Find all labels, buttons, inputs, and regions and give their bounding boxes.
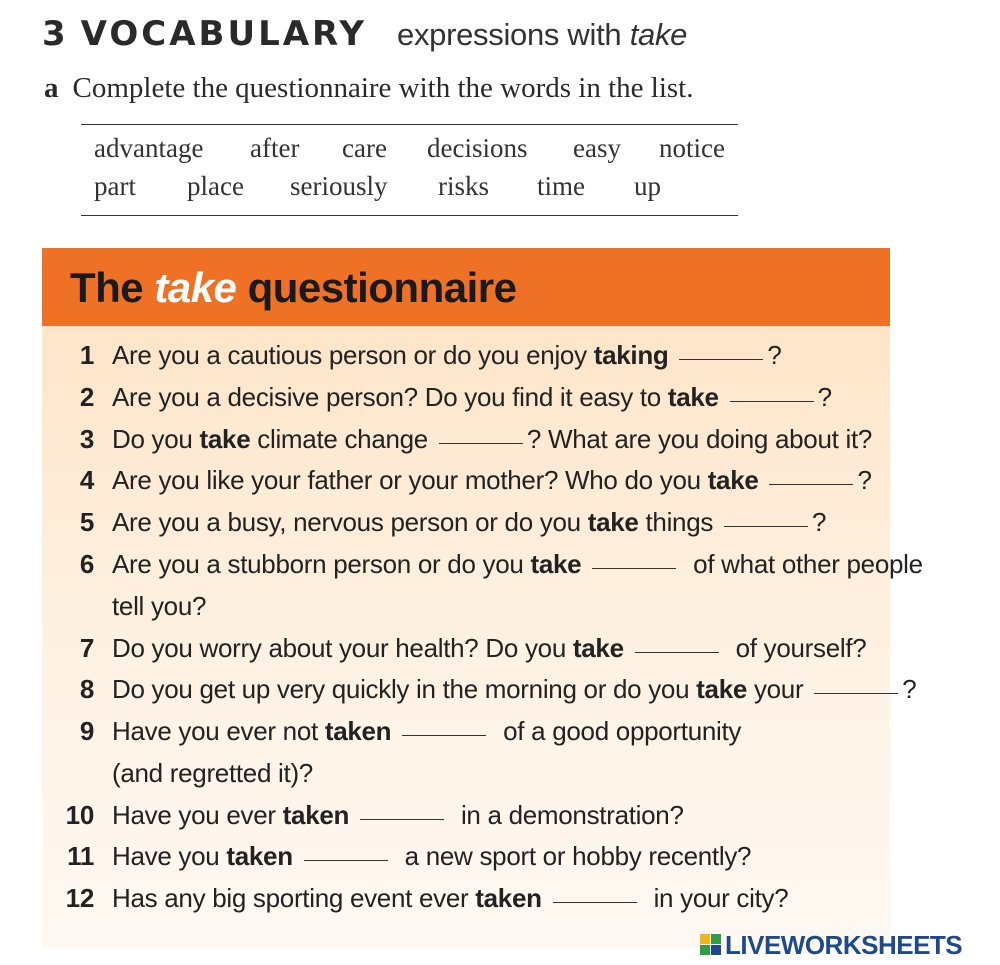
word-item: easy (573, 133, 621, 163)
question-text-part: a new sport or hobby recently? (397, 841, 752, 871)
question-text-part: of a good opportunity (496, 716, 742, 746)
question-text (112, 382, 832, 413)
word-list-box (81, 124, 738, 216)
question-text-part: things (638, 507, 714, 537)
take-keyword: take (696, 674, 748, 704)
liveworksheets-logo (700, 930, 962, 960)
take-keyword: take (199, 424, 251, 454)
answer-blank[interactable] (402, 734, 486, 736)
question-text-part: Have you ever (112, 800, 283, 830)
question-text-part: (and regretted it)? (112, 758, 313, 788)
answer-blank[interactable] (304, 859, 388, 861)
question-text-part: your (747, 674, 804, 704)
question-text-part: Do you worry about your health? Do you (112, 633, 573, 663)
question-text (112, 841, 751, 872)
answer-blank[interactable] (360, 818, 444, 820)
question-text-part: climate change (250, 424, 428, 454)
questionnaire-title (70, 264, 516, 312)
section-number: 3 (42, 14, 67, 54)
instruction (44, 72, 693, 105)
question-text (112, 674, 916, 705)
question-number: 1 (79, 340, 94, 370)
take-keyword: taken (282, 800, 350, 830)
instruction-text: Complete the questionnaire with the words in the list. (72, 72, 694, 104)
instruction-letter: a (44, 72, 59, 104)
question-text (112, 465, 872, 496)
title-after: questionnaire (247, 264, 517, 311)
title-italic: take (154, 264, 237, 311)
question-text (112, 507, 826, 538)
answer-blank[interactable] (439, 442, 523, 444)
question-text-part: Are you a busy, nervous person or do you (112, 507, 588, 537)
question-number: 3 (79, 424, 94, 454)
question-text-part: Are you a stubborn person or do you (112, 549, 531, 579)
take-keyword: take (530, 549, 582, 579)
take-keyword: taken (226, 841, 293, 871)
question-text-part: in your city? (646, 883, 789, 913)
title-before: The (70, 264, 144, 311)
question-text-part: in a demonstration? (454, 800, 684, 830)
question-text-part: ? What are you doing about it? (526, 424, 873, 454)
answer-blank[interactable] (592, 567, 676, 569)
section-heading (42, 14, 687, 64)
question-text-part: Are you like your father or your mother? Who do you (112, 465, 708, 495)
question-text-part: ? (812, 507, 827, 537)
question-text-part: Have you (112, 841, 227, 871)
take-keyword: taking (593, 340, 669, 370)
question-text-part: Has any big sporting event ever (112, 883, 476, 913)
word-item: notice (659, 133, 725, 163)
question-text (112, 883, 788, 914)
word-item: up (634, 171, 661, 201)
take-keyword: take (587, 507, 639, 537)
question-number: 10 (65, 800, 94, 830)
question-text (112, 340, 782, 371)
question-text-part: ? (857, 465, 872, 495)
word-item: advantage (94, 133, 204, 163)
question-number: 6 (79, 549, 94, 579)
question-number: 7 (79, 633, 94, 663)
word-item: time (537, 171, 585, 201)
subtitle-prefix: expressions with (397, 17, 622, 52)
question-text-part: ? (817, 382, 832, 412)
question-text-part: Do you get up very quickly in the morning or do you (112, 674, 697, 704)
take-keyword: take (707, 465, 759, 495)
question-text (112, 800, 684, 831)
question-text-part: tell you? (112, 591, 207, 621)
answer-blank[interactable] (814, 692, 898, 694)
question-text-part: Do you (112, 424, 200, 454)
question-number: 4 (79, 465, 94, 495)
word-item: risks (438, 171, 490, 201)
word-item: after (250, 133, 300, 163)
liveworksheets-icon (700, 934, 722, 956)
liveworksheets-brand: LIVEWORKSHEETS (725, 929, 963, 960)
question-number: 9 (79, 716, 94, 746)
question-text (112, 633, 866, 664)
answer-blank[interactable] (730, 400, 814, 402)
question-text-part: of yourself? (728, 633, 867, 663)
answer-blank[interactable] (635, 651, 719, 653)
section-subtitle (397, 17, 687, 53)
question-number: 5 (79, 507, 94, 537)
question-text-part: of what other people (686, 549, 923, 579)
answer-blank[interactable] (553, 901, 637, 903)
subtitle-italic: take (629, 17, 688, 52)
question-text-part: Are you a decisive person? Do you find it easy to (112, 382, 668, 412)
section-title: VOCABULARY (80, 14, 367, 54)
questionnaire-header (42, 248, 890, 326)
question-number: 11 (67, 841, 94, 871)
answer-blank[interactable] (769, 483, 853, 485)
take-keyword: taken (475, 883, 542, 913)
answer-blank[interactable] (679, 358, 763, 360)
word-item: care (342, 133, 387, 163)
question-text (112, 424, 872, 455)
take-keyword: take (667, 382, 719, 412)
question-text-part: Have you ever not (112, 716, 325, 746)
question-text (112, 716, 741, 747)
question-number: 2 (79, 382, 94, 412)
question-text-part: Are you a cautious person or do you enjoy (112, 340, 594, 370)
question-number: 8 (79, 674, 94, 704)
word-item: part (94, 171, 136, 201)
answer-blank[interactable] (724, 525, 808, 527)
question-text-part: ? (902, 674, 917, 704)
word-item: place (187, 171, 244, 201)
question-text-part: ? (767, 340, 782, 370)
word-item: decisions (427, 133, 528, 163)
take-keyword: take (572, 633, 624, 663)
question-number: 12 (65, 883, 94, 913)
word-item: seriously (290, 171, 388, 201)
take-keyword: taken (324, 716, 392, 746)
question-text (112, 549, 923, 580)
